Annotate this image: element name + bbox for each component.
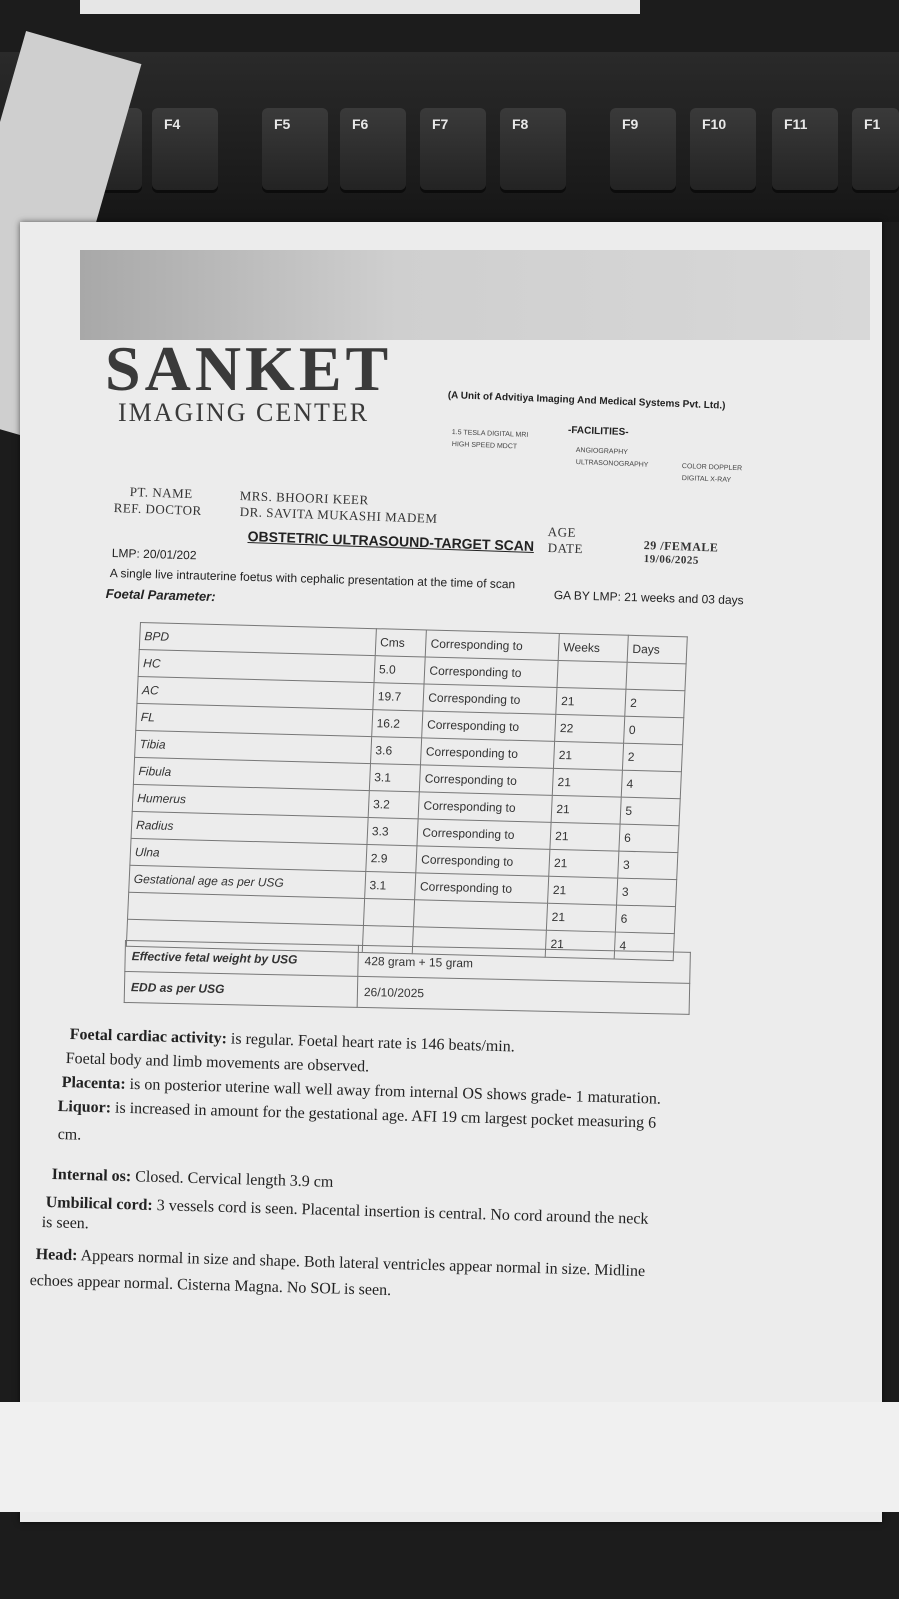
corr-cell: Corresponding to: [415, 873, 549, 903]
row-label: HC: [138, 649, 375, 682]
corr-cell: Corresponding to: [423, 684, 557, 714]
finding-label: Internal os:: [51, 1165, 132, 1186]
days-cell: 6: [616, 905, 676, 934]
logo: SANKET: [105, 333, 393, 404]
days-cell: 3: [617, 878, 677, 907]
row-label: Fibula: [133, 757, 370, 790]
facilities-title: -FACILITIES-: [567, 424, 629, 439]
days-cell: 5: [620, 797, 680, 826]
lmp: LMP: 20/01/202: [111, 546, 197, 563]
unit-line: (A Unit of Advitiya Imaging And Medical Systems Pvt. Ltd.): [447, 390, 726, 412]
age-value: 29 /FEMALE: [643, 538, 719, 555]
finding-label: Head:: [35, 1245, 78, 1265]
cm-cell: 3.1: [369, 764, 421, 792]
row-label: Humerus: [132, 784, 369, 817]
facility-item: ULTRASONOGRAPHY: [575, 458, 649, 469]
finding-liquor-cont: cm.: [57, 1125, 82, 1144]
days-cell: 3: [618, 851, 678, 880]
finding-text: is regular. Foetal heart rate is 146 beats/min.: [226, 1030, 515, 1056]
days-cell: 2: [625, 689, 685, 718]
finding-label: Foetal cardiac activity:: [69, 1025, 228, 1048]
key-label: F9: [622, 116, 639, 132]
finding-cord-cont: is seen.: [41, 1213, 90, 1233]
key-label: F8: [512, 116, 529, 132]
facility-item: COLOR DOPPLER: [681, 462, 743, 473]
edd-label: EDD as per USG: [124, 972, 358, 1008]
days-cell: 6: [619, 824, 679, 853]
facility-item: HIGH SPEED MDCT: [451, 440, 518, 451]
weeks-cell: 21: [545, 930, 615, 959]
header-cell: Cms: [375, 629, 427, 657]
finding-text: is on posterior uterine wall well away from internal OS shows grade- 1 maturation.: [125, 1075, 662, 1108]
cm-cell: 19.7: [373, 683, 425, 711]
row-label: FL: [136, 703, 373, 736]
ga-by-lmp: GA BY LMP: 21 weeks and 03 days: [553, 588, 744, 608]
logo-subtitle: IMAGING CENTER: [118, 398, 370, 427]
edd-value: 26/10/2025: [357, 976, 690, 1014]
corr-cell: Corresponding to: [422, 711, 556, 741]
weeks-cell: 21: [550, 822, 620, 851]
date-value: 19/06/2025: [643, 553, 700, 567]
corr-cell: Corresponding to: [416, 846, 550, 876]
row-label: Ulna: [130, 838, 367, 871]
finding-head-cont: echoes appear normal. Cisterna Magna. No SOL is seen.: [29, 1271, 392, 1300]
finding-movements: Foetal body and limb movements are observed.: [65, 1049, 370, 1076]
finding-cord: [45, 1192, 648, 1231]
cm-cell: 3.6: [370, 737, 422, 765]
finding-text: 3 vessels cord is seen. Placental insertion is central. No cord around the neck: [152, 1196, 649, 1228]
finding-text: is increased in amount for the gestational age. AFI 19 cm largest pocket measuring 6: [110, 1099, 657, 1132]
doctor-name: DR. SAVITA MUKASHI MADEM: [239, 504, 438, 526]
corr-cell: Corresponding to: [420, 765, 554, 795]
weeks-cell: 21: [556, 687, 626, 716]
header-cell: Days: [627, 635, 687, 664]
weeks-cell: 21: [554, 741, 624, 770]
doctor-label: REF. DOCTOR: [113, 500, 202, 519]
key-label: F5: [274, 116, 291, 132]
date-label: DATE: [547, 540, 584, 557]
key-label: F4: [164, 116, 181, 132]
report-title: OBSTETRIC ULTRASOUND-TARGET SCAN: [247, 528, 535, 554]
cm-cell: 16.2: [372, 710, 424, 738]
corr-cell: Corresponding to: [418, 792, 552, 822]
corr-cell: Corresponding to: [421, 738, 555, 768]
weeks-cell: 21: [551, 795, 621, 824]
days-cell: 4: [614, 932, 674, 961]
days-cell: 0: [624, 716, 684, 745]
summary-table: [124, 940, 691, 1015]
foetal-parameter-title: Foetal Parameter:: [105, 586, 216, 605]
facility-item: DIGITAL X-RAY: [681, 474, 732, 484]
finding-text: Appears normal in size and shape. Both lateral ventricles appear normal in size. Midline: [77, 1247, 646, 1281]
finding-internal-os: [51, 1164, 333, 1194]
cm-cell: 3.1: [365, 871, 417, 899]
row-label: AC: [137, 676, 374, 709]
cm-cell: 3.3: [367, 818, 419, 846]
row-label: Tibia: [135, 730, 372, 763]
finding-label: Liquor:: [57, 1097, 112, 1117]
header-cell: BPD: [139, 623, 376, 656]
facility-item: ANGIOGRAPHY: [575, 446, 629, 456]
finding-label: Placenta:: [61, 1073, 126, 1093]
name-label: PT. NAME: [129, 484, 193, 502]
cm-cell: 2.9: [366, 845, 418, 873]
patient-name: MRS. BHOORI KEER: [239, 488, 369, 508]
weeks-cell: 21: [553, 768, 623, 797]
header-cell: Corresponding to: [426, 630, 560, 660]
key-label: F10: [702, 116, 727, 132]
efw-label: Effective fetal weight by USG: [125, 941, 359, 977]
cm-cell: 5.0: [374, 656, 426, 684]
weeks-cell: 22: [555, 714, 625, 743]
row-label: Radius: [131, 811, 368, 844]
key-label: F1: [864, 116, 881, 132]
key-label: F6: [352, 116, 369, 132]
corr-cell: Corresponding to: [417, 819, 551, 849]
weeks-cell: 21: [548, 876, 618, 905]
key-label: F7: [432, 116, 449, 132]
facility-item: 1.5 TESLA DIGITAL MRI: [451, 428, 529, 439]
age-label: AGE: [547, 524, 577, 540]
days-cell: 2: [623, 743, 683, 772]
finding-label: Umbilical cord:: [45, 1193, 153, 1214]
corr-cell: Corresponding to: [424, 657, 558, 687]
finding-text: Closed. Cervical length 3.9 cm: [131, 1168, 334, 1191]
weeks-cell: 21: [549, 849, 619, 878]
foetal-parameter-table: [126, 622, 688, 961]
cm-cell: 3.2: [368, 791, 420, 819]
key-label: F11: [784, 116, 808, 132]
efw-value: 428 gram + 15 gram: [358, 945, 691, 983]
weeks-cell: 21: [547, 903, 617, 932]
header-cell: Weeks: [558, 633, 628, 662]
days-cell: 4: [621, 770, 681, 799]
scan-summary: A single live intrauterine foetus with cephalic presentation at the time of scan: [109, 566, 516, 592]
row-label: Gestational age as per USG: [129, 865, 366, 898]
